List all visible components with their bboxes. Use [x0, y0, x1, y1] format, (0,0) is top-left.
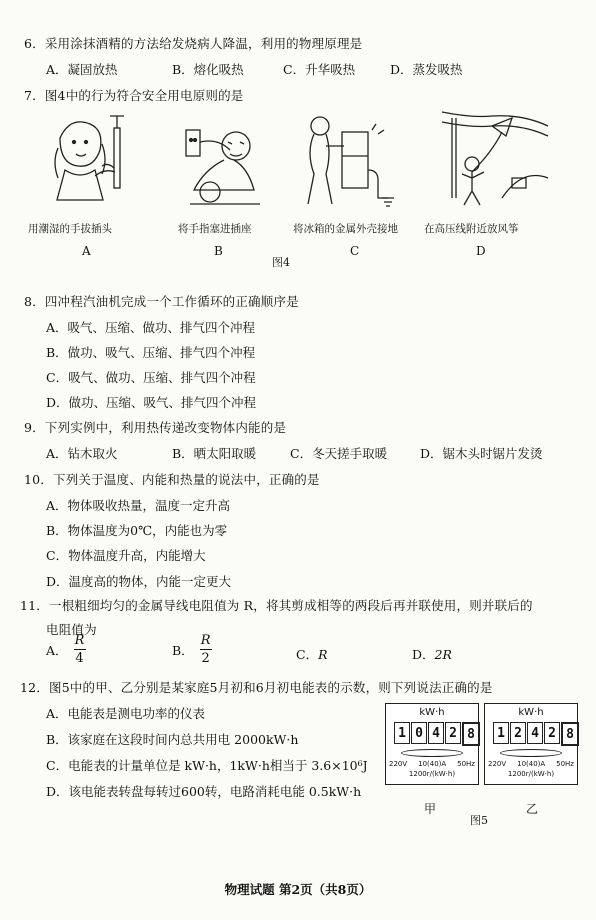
question-8-stem: 8．四冲程汽油机完成一个工作循环的正确顺序是	[24, 294, 299, 309]
question-10-stem: 10．下列关于温度、内能和热量的说法中，正确的是	[24, 472, 320, 487]
q8-option-c: C．吸气、做功、压缩、排气四个冲程	[46, 370, 256, 385]
q6-option-c: C．升华吸热	[283, 62, 356, 77]
q11-option-b-fraction	[200, 633, 212, 666]
q8-option-a: A．吸气、压缩、做功、排气四个冲程	[46, 320, 256, 335]
q12-option-a: A．电能表是测电功率的仪表	[46, 706, 206, 721]
question-7-stem: 7．图4中的行为符合安全用电原则的是	[24, 88, 244, 103]
meter-jia-digit: 1	[394, 722, 410, 744]
meter-jia-decimal-digit: 8	[462, 722, 480, 746]
q9-option-b: B．晒太阳取暖	[172, 446, 257, 461]
meter-jia-unit: kW·h	[419, 707, 445, 718]
figure-4-label: 图4	[272, 256, 290, 269]
meter-yi-current: 10(40)A	[517, 760, 546, 768]
figure-4-letter-c: C	[350, 244, 360, 258]
figure-4-caption-d: 在高压线附近放风筝	[424, 223, 519, 235]
meter-yi-digit: 2	[544, 722, 560, 744]
meter-jia-digit: 4	[428, 722, 444, 744]
meter-jia-frequency: 50Hz	[457, 760, 475, 768]
q6-option-b: B．熔化吸热	[172, 62, 244, 77]
figure-4-letter-a: A	[82, 244, 91, 258]
q12-option-b: B．该家庭在这段时间内总共用电 2000kW·h	[46, 732, 299, 747]
figure-4-illustration-b	[180, 112, 270, 212]
figure-4-illustration-d	[432, 108, 552, 213]
q11-option-a	[46, 633, 86, 666]
meter-jia-voltage: 220V	[389, 760, 408, 768]
fraction-bar	[200, 649, 212, 650]
figure-4-illustration-a	[40, 108, 140, 213]
q11-option-d-value: 2R	[434, 647, 452, 662]
q8-option-d: D．做功、压缩、吸气、排气四个冲程	[46, 395, 257, 410]
meter-yi-voltage: 220V	[488, 760, 507, 768]
page-footer: 物理试题 第2页（共8页）	[224, 882, 372, 897]
meter-jia-rotating-disc	[401, 749, 463, 757]
meter-yi-digit: 2	[510, 722, 526, 744]
figure-4-caption-c: 将冰箱的金属外壳接地	[293, 223, 398, 235]
q9-option-a: A．钻木取火	[46, 446, 118, 461]
meter-yi-rotating-disc	[500, 749, 562, 757]
figure-4-illustration-c	[300, 110, 400, 215]
figure-4-caption-a: 用潮湿的手拔插头	[28, 223, 112, 235]
q11-option-b-numerator: R	[200, 633, 211, 648]
figure-4-letter-b: B	[214, 244, 223, 258]
meter-yi-digit: 4	[527, 722, 543, 744]
q11-option-d	[412, 645, 452, 663]
q11-option-c	[296, 645, 328, 663]
meter-jia-specs	[389, 760, 475, 768]
q11-option-c-value: R	[318, 647, 328, 662]
q11-option-a-fraction	[74, 633, 86, 666]
q10-option-d: D．温度高的物体，内能一定更大	[46, 574, 232, 589]
meter-yi-frequency: 50Hz	[556, 760, 574, 768]
figure-4-caption-b: 将手指塞进插座	[178, 223, 252, 235]
q12-option-c: C．电能表的计量单位是 kW·h，1kW·h相当于 3.6×10⁶J	[46, 758, 368, 773]
question-9-stem: 9．下列实例中，利用热传递改变物体内能的是	[24, 420, 287, 435]
q6-option-d: D．蒸发吸热	[390, 62, 463, 77]
q11-option-a-numerator: R	[74, 633, 85, 648]
electric-meter-yi	[484, 703, 578, 785]
q11-option-b	[172, 633, 212, 666]
q11-option-b-label: B．	[172, 642, 194, 658]
q11-option-b-denominator: 2	[201, 651, 210, 666]
q12-option-d: D．该电能表转盘每转过600转，电路消耗电能 0.5kW·h	[46, 784, 362, 799]
meter-jia-digits	[394, 722, 481, 746]
q6-option-a: A．凝固放热	[46, 62, 118, 77]
meter-jia-label: 甲	[424, 802, 437, 816]
meter-jia-digit: 2	[445, 722, 461, 744]
q9-option-c: C．冬天搓手取暖	[290, 446, 388, 461]
q10-option-c: C．物体温度升高，内能增大	[46, 548, 206, 563]
meter-jia-revolutions: 1200r/(kW·h)	[408, 770, 456, 778]
q11-option-a-denominator: 4	[75, 651, 84, 666]
q11-option-c-label: C．	[296, 647, 319, 662]
question-6-stem: 6．采用涂抹酒精的方法给发烧病人降温，利用的物理原理是	[24, 36, 363, 51]
fraction-bar	[74, 649, 86, 650]
q10-option-a: A．物体吸收热量，温度一定升高	[46, 498, 231, 513]
meter-yi-digits	[493, 722, 580, 746]
question-12-stem: 12．图5中的甲、乙分别是某家庭5月初和6月初电能表的示数，则下列说法正确的是	[20, 680, 493, 695]
meter-yi-digit: 1	[493, 722, 509, 744]
question-11-stem-line1: 11．一根粗细均匀的金属导线电阻值为 R，将其剪成相等的两段后再并联使用，则并联后的	[20, 598, 533, 613]
q9-option-d: D．锯木头时锯片发烫	[420, 446, 543, 461]
meter-yi-decimal-digit: 8	[561, 722, 579, 746]
figure-4-letter-d: D	[476, 244, 486, 258]
meter-yi-revolutions: 1200r/(kW·h)	[507, 770, 555, 778]
q10-option-b: B．物体温度为0℃，内能也为零	[46, 523, 228, 538]
meter-yi-unit: kW·h	[518, 707, 544, 718]
q11-option-a-label: A．	[46, 642, 68, 658]
meter-jia-digit: 0	[411, 722, 427, 744]
q11-option-d-label: D．	[412, 647, 435, 662]
meter-yi-specs	[488, 760, 574, 768]
q8-option-b: B．做功、吸气、压缩、排气四个冲程	[46, 345, 256, 360]
meter-jia-current: 10(40)A	[418, 760, 447, 768]
meter-yi-label: 乙	[526, 802, 539, 816]
electric-meter-jia	[385, 703, 479, 785]
question-11-stem-line2: 电阻值为	[46, 622, 97, 637]
figure-5-label: 图5	[470, 814, 488, 827]
